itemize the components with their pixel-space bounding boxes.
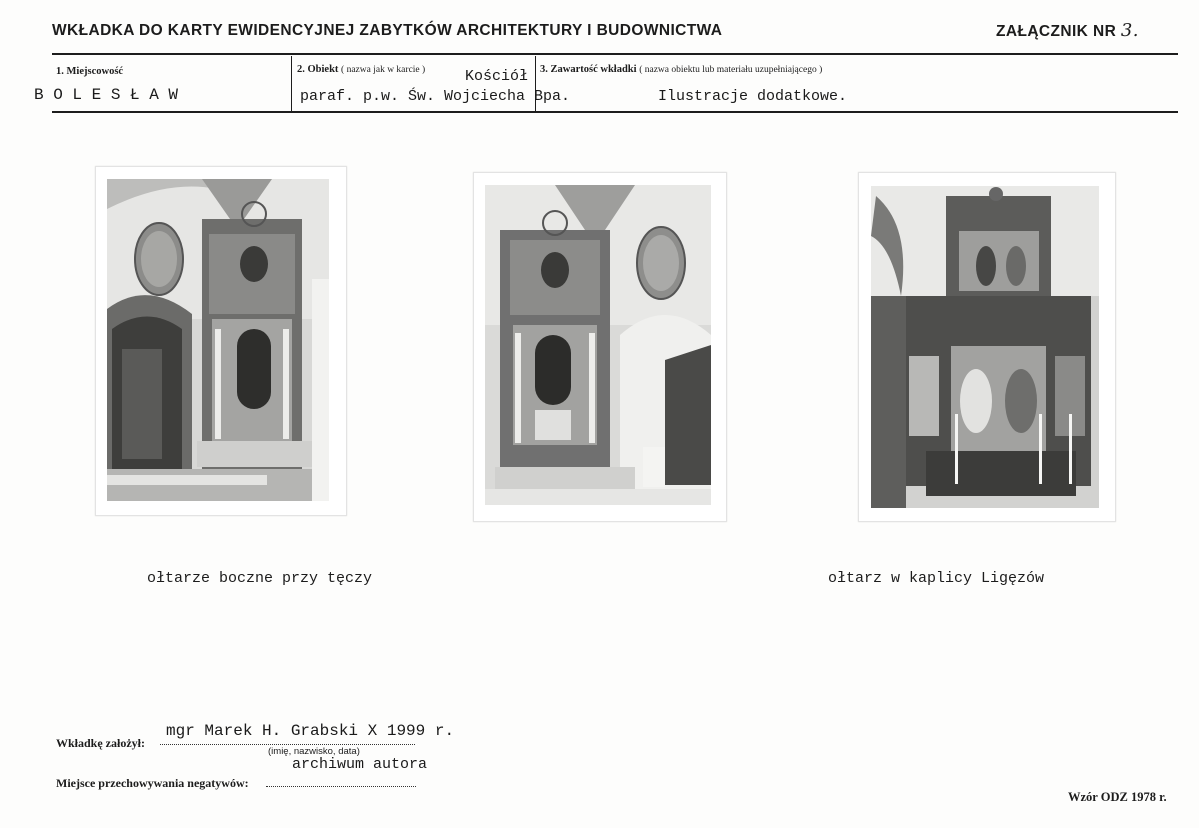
form-title: WKŁADKA DO KARTY EWIDENCYJNEJ ZABYTKÓW ARCHITEKTURY I BUDOWNICTWA (52, 22, 723, 39)
photo-side-altar-left (95, 166, 347, 516)
photo-image (485, 185, 711, 505)
photo-image (871, 186, 1099, 508)
locality-label: 1. Miejscowość (56, 66, 124, 77)
negatives-label: Miejsce przechowywania negatywów: (56, 776, 249, 790)
attachment-number (996, 20, 1139, 41)
content-label (540, 64, 822, 75)
attachment-number-value: 3. (1120, 20, 1139, 41)
header-top-rule (52, 53, 1178, 55)
field-divider-1 (291, 56, 292, 112)
header-bottom-rule (52, 111, 1178, 113)
photo-ligeza-chapel-altar (858, 172, 1116, 522)
object-label-note: ( nazwa jak w karcie ) (341, 65, 426, 75)
photo-image (107, 179, 329, 501)
object-label-text: 2. Obiekt (297, 64, 339, 75)
created-by-hint: (imię, nazwisko, data) (268, 746, 360, 757)
object-value-line2: paraf. p.w. Św. Wojciecha Bpa. (300, 88, 571, 105)
created-by-label: Wkładkę założył: (56, 736, 145, 750)
form-code: Wzór ODZ 1978 r. (1068, 790, 1167, 804)
photo-side-altar-right (473, 172, 727, 522)
created-by-value: mgr Marek H. Grabski X 1999 r. (166, 722, 455, 740)
content-value: Ilustracje dodatkowe. (658, 88, 848, 105)
object-label (297, 64, 425, 75)
caption-left: ołtarze boczne przy tęczy (147, 570, 373, 587)
negatives-value: archiwum autora (292, 756, 428, 773)
caption-right: ołtarz w kaplicy Ligęzów (828, 570, 1045, 587)
attachment-label: ZAŁĄCZNIK NR (996, 23, 1117, 40)
locality-value: B O L E S Ł A W (34, 86, 179, 104)
content-label-text: 3. Zawartość wkładki (540, 64, 637, 75)
object-value-line1: Kościół (465, 68, 529, 85)
created-by-dotted-line (160, 744, 415, 745)
content-label-note: ( nazwa obiektu lub materiału uzupełniającego ) (639, 65, 823, 75)
negatives-dotted-line (266, 786, 416, 787)
